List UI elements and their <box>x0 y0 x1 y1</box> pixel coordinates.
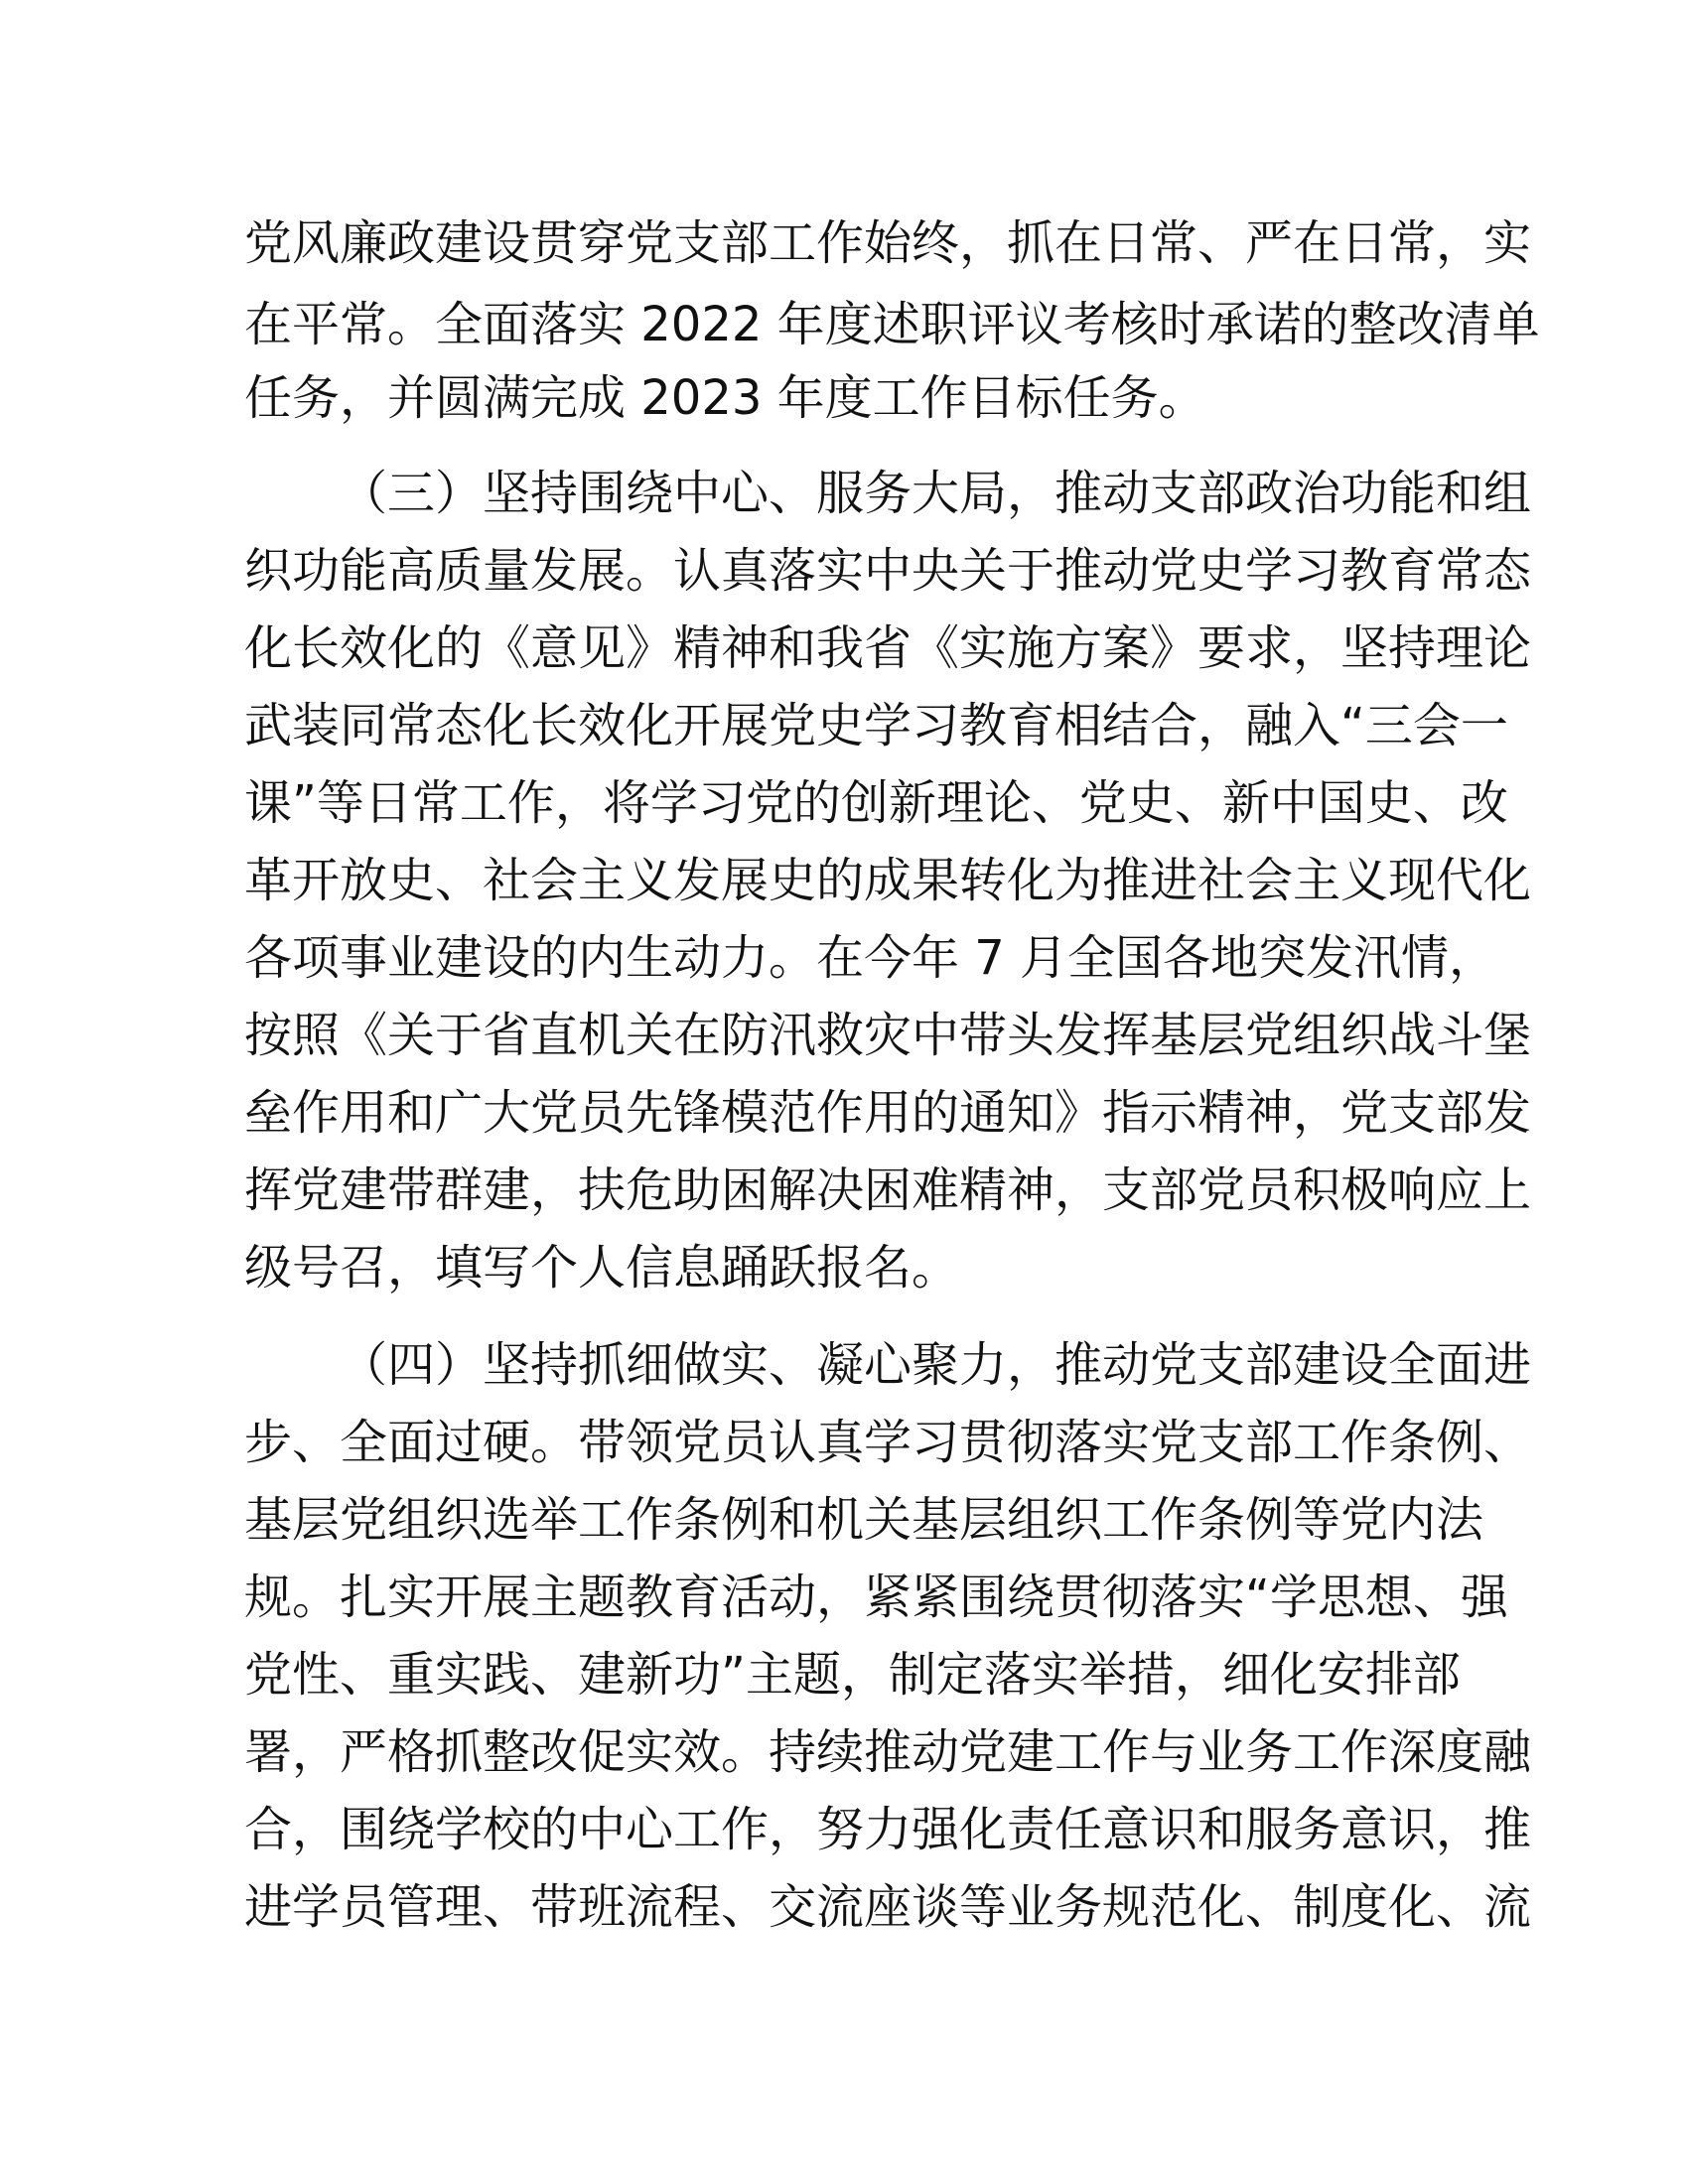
paragraph-1-line-3: 任务，并圆满完成 2023 年度工作目标任务。 <box>244 370 1206 426</box>
paragraph-3-line-7: 合，围绕学校的中心工作，努力强化责任意识和服务意识，推 <box>244 1802 1532 1857</box>
paragraph-3-line-3: 基层党组织选举工作条例和机关基层组织工作条例等党内法 <box>244 1492 1484 1548</box>
paragraph-3-line-5: 党性、重实践、建新功”主题，制定落实举措，细化安排部 <box>244 1647 1461 1703</box>
paragraph-3-line-1: （四）坚持抓细做实、凝心聚力，推动党支部建设全面进 <box>340 1337 1532 1393</box>
paragraph-2-line-6: 革开放史、社会主义发展史的成果转化为推进社会主义现代化 <box>244 853 1532 908</box>
paragraph-2-line-4: 武装同常态化长效化开展党史学习教育相结合，融入“三会一 <box>244 698 1508 753</box>
paragraph-2-line-7: 各项事业建设的内生动力。在今年 7 月全国各地突发汛情， <box>244 930 1497 986</box>
paragraph-3-line-6: 署，严格抓整改促实效。持续推动党建工作与业务工作深度融 <box>244 1724 1532 1780</box>
paragraph-3-line-2: 步、全面过硬。带领党员认真学习贯彻落实党支部工作条例、 <box>244 1415 1532 1470</box>
paragraph-2-line-1: （三）坚持围绕中心、服务大局，推动支部政治功能和组 <box>340 466 1532 521</box>
paragraph-3-line-8: 进学员管理、带班流程、交流座谈等业务规范化、制度化、流 <box>244 1879 1532 1935</box>
paragraph-1-line-2: 在平常。全面落实 2022 年度述职评议考核时承诺的整改清单 <box>244 297 1540 352</box>
paragraph-2-line-11: 级号召，填写个人信息踊跃报名。 <box>244 1240 960 1296</box>
paragraph-2-line-10: 挥党建带群建，扶危助困解决困难精神，支部党员积极响应上 <box>244 1162 1532 1218</box>
paragraph-2-line-5: 课”等日常工作，将学习党的创新理论、党史、新中国史、改 <box>244 775 1508 831</box>
paragraph-2-line-3: 化长效化的《意见》精神和我省《实施方案》要求，坚持理论 <box>244 620 1532 676</box>
paragraph-2-line-8: 按照《关于省直机关在防汛救灾中带头发挥基层党组织战斗堡 <box>244 1008 1532 1063</box>
paragraph-2-line-9: 垒作用和广大党员先锋模范作用的通知》指示精神，党支部发 <box>244 1085 1532 1141</box>
paragraph-2-line-2: 织功能高质量发展。认真落实中央关于推动党史学习教育常态 <box>244 543 1532 599</box>
paragraph-1-line-1: 党风廉政建设贯穿党支部工作始终，抓在日常、严在日常，实 <box>244 215 1532 271</box>
paragraph-3-line-4: 规。扎实开展主题教育活动，紧紧围绕贯彻落实“学思想、强 <box>244 1570 1508 1625</box>
